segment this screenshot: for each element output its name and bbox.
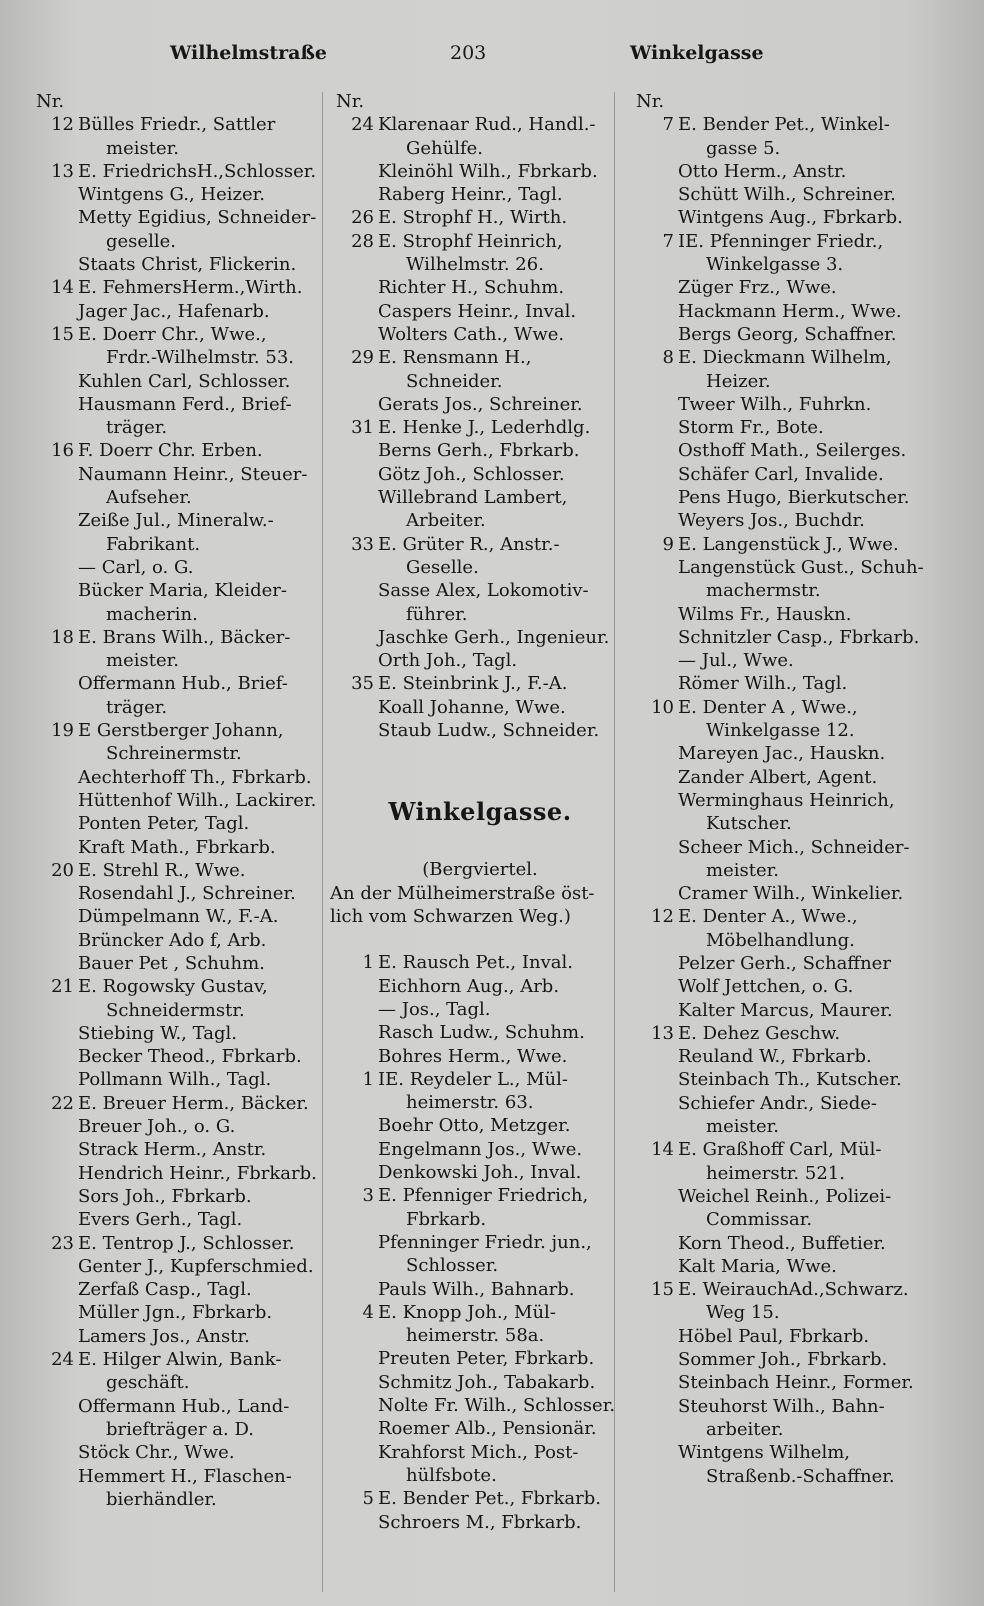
- spacer: [330, 742, 630, 765]
- resident-line: — Carl, o. G.: [78, 556, 194, 578]
- continuation-line: Straßenb.-Schaffner.: [706, 1465, 895, 1487]
- house-number: 7: [662, 230, 674, 252]
- section-note: (Bergviertel.: [422, 859, 538, 881]
- resident-line: Pfenninger Friedr. jun.,: [378, 1231, 592, 1253]
- resident-text: E. Strehl R., Wwe.: [78, 859, 246, 881]
- resident-line: Ponten Peter, Tagl.: [78, 813, 250, 835]
- resident-line: Rasch Ludw., Schuhm.: [378, 1022, 585, 1044]
- continuation-line: träger.: [106, 696, 168, 718]
- resident-line: Pelzer Gerh., Schaffner: [678, 952, 891, 974]
- resident-line: Hausmann Ferd., Brief-: [78, 393, 292, 415]
- resident-text: E. Steinbrink J., F.-A.: [378, 673, 568, 695]
- resident-line: Scheer Mich., Schneider-: [678, 836, 910, 858]
- continuation-line: macherin.: [106, 603, 198, 625]
- resident-line: — Jos., Tagl.: [378, 998, 491, 1020]
- directory-column-3: [630, 90, 930, 1488]
- house-number: 1: [362, 952, 374, 974]
- resident-text: IE. Pfenninger Friedr.,: [678, 230, 884, 252]
- resident-line: Reuland W., Fbrkarb.: [678, 1046, 872, 1068]
- resident-line: Berns Gerh., Fbrkarb.: [378, 440, 580, 462]
- continuation-line: Kutscher.: [706, 813, 792, 835]
- house-number: 16: [51, 440, 74, 462]
- resident-text: E. Langenstück J., Wwe.: [678, 533, 899, 555]
- continuation-line: Schneidermstr.: [106, 999, 245, 1021]
- resident-line: Caspers Heinr., Inval.: [378, 300, 577, 322]
- continuation-line: Heizer.: [706, 370, 771, 392]
- resident-line: Schäfer Carl, Invalide.: [678, 463, 884, 485]
- resident-text: E. Denter A., Wwe.,: [678, 906, 858, 928]
- resident-line: Rosendahl J., Schreiner.: [78, 883, 296, 905]
- resident-line: Züger Frz., Wwe.: [678, 277, 837, 299]
- house-entry: [630, 1278, 930, 1301]
- resident-text: F. Doerr Chr. Erben.: [78, 440, 263, 462]
- house-number: 29: [351, 347, 374, 369]
- house-entry: [330, 113, 630, 136]
- resident-line: Osthoff Math., Seilerges.: [678, 440, 907, 462]
- resident-line: Aechterhoff Th., Fbrkarb.: [78, 766, 312, 788]
- resident-line: Brüncker Ado f, Arb.: [78, 929, 267, 951]
- resident-line: Wolters Cath., Wwe.: [378, 323, 565, 345]
- resident-line: Evers Gerh., Tagl.: [78, 1209, 243, 1231]
- page-number: 203: [450, 42, 487, 64]
- resident-line: Bohres Herm., Wwe.: [378, 1045, 568, 1067]
- resident-line: Sasse Alex, Lokomotiv-: [378, 580, 589, 602]
- house-number: 15: [51, 323, 74, 345]
- spacer: [330, 766, 630, 789]
- resident-line: Dümpelmann W., F.-A.: [78, 906, 279, 928]
- continuation-line: meister.: [706, 1116, 779, 1138]
- house-number: 9: [662, 533, 674, 555]
- resident-line: Stiebing W., Tagl.: [78, 1022, 237, 1044]
- resident-text: E. Grüter R., Anstr.-: [378, 533, 560, 555]
- continuation-line: Schlosser.: [406, 1255, 499, 1277]
- house-entry: [30, 323, 330, 346]
- resident-line: Jager Jac., Hafenarb.: [78, 300, 270, 322]
- header-street-right: Winkelgasse: [630, 42, 764, 64]
- continuation-line: Schreinermstr.: [106, 743, 242, 765]
- continuation-line: Commissar.: [706, 1209, 813, 1231]
- resident-text: E. Brans Wilh., Bäcker-: [78, 626, 291, 648]
- resident-text: E. Hilger Alwin, Bank-: [78, 1349, 282, 1371]
- page-header: [160, 42, 880, 72]
- resident-line: Roemer Alb., Pensionär.: [378, 1418, 597, 1440]
- continuation-line: Gehülfe.: [406, 137, 484, 159]
- house-number: 5: [362, 1488, 374, 1510]
- resident-line: Kalt Maria, Wwe.: [678, 1255, 837, 1277]
- resident-line: Hüttenhof Wilh., Lackirer.: [78, 789, 317, 811]
- resident-line: Naumann Heinr., Steuer-: [78, 463, 308, 485]
- resident-line: Genter J., Kupferschmied.: [78, 1255, 314, 1277]
- resident-line: Lamers Jos., Anstr.: [78, 1325, 250, 1347]
- house-entry: [630, 1022, 930, 1045]
- header-street-left: Wilhelmstraße: [170, 42, 327, 64]
- resident-line: Kuhlen Carl, Schlosser.: [78, 370, 291, 392]
- resident-line: Steinbach Heinr., Former.: [678, 1372, 914, 1394]
- resident-line: Metty Egidius, Schneider-: [78, 207, 317, 229]
- resident-text: E. Dieckmann Wilhelm,: [678, 347, 892, 369]
- house-number: 24: [51, 1349, 74, 1371]
- house-entry: [630, 113, 930, 136]
- continuation-line: Aufseher.: [106, 487, 192, 509]
- house-entry: [330, 346, 630, 369]
- resident-line: Steuhorst Wilh., Bahn-: [678, 1395, 885, 1417]
- spacer: [330, 835, 630, 858]
- resident-line: Bauer Pet , Schuhm.: [78, 952, 265, 974]
- house-number: 33: [351, 533, 374, 555]
- resident-line: Cramer Wilh., Winkelier.: [678, 883, 904, 905]
- resident-line: Denkowski Joh., Inval.: [378, 1162, 582, 1184]
- resident-line: Zeiße Jul., Mineralw.-: [78, 510, 274, 532]
- resident-line: Müller Jgn., Fbrkarb.: [78, 1302, 273, 1324]
- resident-line: Tweer Wilh., Fuhrkn.: [678, 393, 872, 415]
- resident-line: Kleinöhl Wilh., Fbrkarb.: [378, 160, 598, 182]
- continuation-line: hülfsbote.: [406, 1464, 497, 1486]
- house-number: 12: [51, 114, 74, 136]
- resident-line: Becker Theod., Fbrkarb.: [78, 1046, 302, 1068]
- resident-text: E. Denter A , Wwe.,: [678, 696, 858, 718]
- house-number: 12: [651, 906, 674, 928]
- house-entry: [30, 719, 330, 742]
- resident-line: Preuten Peter, Fbrkarb.: [378, 1348, 595, 1370]
- continuation-line: Fabrikant.: [106, 533, 201, 555]
- spacer: [330, 928, 630, 951]
- resident-line: Otto Herm., Anstr.: [678, 160, 847, 182]
- resident-text: E. Pfenniger Friedrich,: [378, 1185, 589, 1207]
- resident-line: Breuer Joh., o. G.: [78, 1116, 236, 1138]
- resident-line: Strack Herm., Anstr.: [78, 1139, 267, 1161]
- resident-line: Staub Ludw., Schneider.: [378, 720, 600, 742]
- house-entry: [630, 346, 930, 369]
- resident-line: Mareyen Jac., Hauskn.: [678, 743, 886, 765]
- resident-line: Richter H., Schuhm.: [378, 277, 565, 299]
- continuation-line: Möbelhandlung.: [706, 929, 855, 951]
- continuation-line: Winkelgasse 12.: [706, 720, 855, 742]
- section-description: lich vom Schwarzen Weg.): [330, 905, 571, 927]
- house-number: 14: [651, 1139, 674, 1161]
- house-entry: [630, 905, 930, 928]
- resident-line: Kraft Math., Fbrkarb.: [78, 836, 276, 858]
- resident-line: Zerfaß Casp., Tagl.: [78, 1279, 252, 1301]
- resident-line: Steinbach Th., Kutscher.: [678, 1069, 902, 1091]
- resident-line: Zander Albert, Agent.: [678, 766, 878, 788]
- column-heading: Nr.: [636, 91, 665, 112]
- resident-line: Nolte Fr. Wilh., Schlosser.: [378, 1395, 616, 1417]
- house-number: 23: [51, 1232, 74, 1254]
- house-entry: [30, 1348, 330, 1371]
- house-number: 21: [51, 976, 74, 998]
- resident-line: Wintgens Aug., Fbrkarb.: [678, 207, 903, 229]
- resident-line: Kalter Marcus, Maurer.: [678, 999, 893, 1021]
- resident-line: Hemmert H., Flaschen-: [78, 1465, 292, 1487]
- house-number: 18: [51, 626, 74, 648]
- resident-line: Langenstück Gust., Schuh-: [678, 556, 924, 578]
- house-entry: [630, 230, 930, 253]
- directory-column-2: [330, 90, 630, 1534]
- house-number: 8: [662, 347, 674, 369]
- house-entry: [30, 439, 330, 462]
- resident-text: Klarenaar Rud., Handl.-: [378, 114, 596, 136]
- continuation-line: träger.: [106, 417, 168, 439]
- resident-text: E. Doerr Chr., Wwe.,: [78, 323, 267, 345]
- resident-text: E. Rogowsky Gustav,: [78, 976, 268, 998]
- house-number: 31: [351, 417, 374, 439]
- resident-text: E. Rensmann H.,: [378, 347, 532, 369]
- house-entry: [30, 160, 330, 183]
- continuation-line: bierhändler.: [106, 1488, 217, 1510]
- resident-line: Wilms Fr., Hauskn.: [678, 603, 852, 625]
- section-title: Winkelgasse.: [388, 796, 572, 826]
- continuation-line: heimerstr. 521.: [706, 1162, 845, 1184]
- resident-line: Römer Wilh., Tagl.: [678, 673, 848, 695]
- resident-line: Sommer Joh., Fbrkarb.: [678, 1349, 888, 1371]
- resident-line: Orth Joh., Tagl.: [378, 650, 518, 672]
- continuation-line: heimerstr. 58a.: [406, 1325, 545, 1347]
- house-entry: [30, 1232, 330, 1255]
- continuation-line: briefträger a. D.: [106, 1418, 254, 1440]
- house-entry: [30, 1092, 330, 1115]
- section-description: An der Mülheimerstraße öst-: [330, 882, 595, 904]
- house-entry: [330, 672, 630, 695]
- house-entry: [330, 1068, 630, 1091]
- resident-text: E. Rausch Pet., Inval.: [378, 952, 573, 974]
- house-entry: [330, 230, 630, 253]
- house-number: 28: [351, 230, 374, 252]
- resident-line: Boehr Otto, Metzger.: [378, 1115, 571, 1137]
- resident-line: Gerats Jos., Schreiner.: [378, 393, 583, 415]
- resident-text: IE. Reydeler L., Mül-: [378, 1068, 568, 1090]
- resident-line: Krahforst Mich., Post-: [378, 1441, 579, 1463]
- resident-line: Staats Christ, Flickerin.: [78, 254, 297, 276]
- house-number: 4: [362, 1301, 374, 1323]
- resident-line: Wintgens Wilhelm,: [678, 1442, 850, 1464]
- directory-column-1: [30, 90, 330, 1511]
- house-entry: [30, 626, 330, 649]
- house-entry: [30, 276, 330, 299]
- resident-text: E. Strophf H., Wirth.: [378, 207, 568, 229]
- house-entry: [30, 113, 330, 136]
- resident-line: Schmitz Joh., Tabakarb.: [378, 1371, 596, 1393]
- resident-line: Weichel Reinh., Polizei-: [678, 1185, 892, 1207]
- continuation-line: machermstr.: [706, 580, 821, 602]
- continuation-line: meister.: [706, 859, 779, 881]
- resident-line: Höbel Paul, Fbrkarb.: [678, 1325, 870, 1347]
- resident-line: Schroers M., Fbrkarb.: [378, 1511, 582, 1533]
- resident-line: Bergs Georg, Schaffner.: [678, 323, 897, 345]
- house-entry: [330, 533, 630, 556]
- resident-line: — Jul., Wwe.: [678, 650, 794, 672]
- resident-line: Jaschke Gerh., Ingenieur.: [378, 626, 610, 648]
- house-number: 22: [51, 1092, 74, 1114]
- resident-text: E. Breuer Herm., Bäcker.: [78, 1092, 309, 1114]
- house-entry: [630, 533, 930, 556]
- continuation-line: heimerstr. 63.: [406, 1092, 534, 1114]
- house-number: 26: [351, 207, 374, 229]
- resident-line: Stöck Chr., Wwe.: [78, 1442, 235, 1464]
- continuation-line: Winkelgasse 3.: [706, 254, 844, 276]
- house-number: 14: [51, 277, 74, 299]
- resident-text: E. Tentrop J., Schlosser.: [78, 1232, 295, 1254]
- resident-text: E. FehmersHerm.,Wirth.: [78, 277, 303, 299]
- resident-text: E. Bender Pet., Winkel-: [678, 114, 890, 136]
- continuation-line: Geselle.: [406, 556, 479, 578]
- column-heading: Nr.: [336, 91, 365, 112]
- resident-line: Hendrich Heinr., Fbrkarb.: [78, 1162, 317, 1184]
- house-number: 10: [651, 696, 674, 718]
- column-heading: Nr.: [36, 91, 65, 112]
- resident-line: Werminghaus Heinrich,: [678, 789, 895, 811]
- resident-text: E. Bender Pet., Fbrkarb.: [378, 1488, 602, 1510]
- resident-text: E. Henke J., Lederhdlg.: [378, 417, 591, 439]
- house-entry: [330, 951, 630, 974]
- continuation-line: führer.: [406, 603, 468, 625]
- resident-text: E. Graßhoff Carl, Mül-: [678, 1139, 882, 1161]
- house-number: 13: [51, 160, 74, 182]
- house-entry: [330, 1487, 630, 1510]
- resident-text: E Gerstberger Johann,: [78, 720, 284, 742]
- house-number: 3: [362, 1185, 374, 1207]
- house-number: 20: [51, 859, 74, 881]
- resident-line: Götz Joh., Schlosser.: [378, 463, 565, 485]
- house-number: 35: [351, 673, 374, 695]
- house-number: 7: [662, 114, 674, 136]
- continuation-line: geselle.: [106, 230, 176, 252]
- resident-line: Offermann Hub., Land-: [78, 1395, 290, 1417]
- continuation-line: Schneider.: [406, 370, 503, 392]
- resident-line: Storm Fr., Bote.: [678, 417, 824, 439]
- resident-line: Wintgens G., Heizer.: [78, 184, 265, 206]
- house-entry: [30, 975, 330, 998]
- resident-text: E. Dehez Geschw.: [678, 1022, 841, 1044]
- continuation-line: Fbrkarb.: [406, 1208, 487, 1230]
- continuation-line: gasse 5.: [706, 137, 781, 159]
- house-number: 19: [51, 720, 74, 742]
- resident-line: Koall Johanne, Wwe.: [378, 696, 566, 718]
- resident-line: Weyers Jos., Buchdr.: [678, 510, 865, 532]
- continuation-line: meister.: [106, 137, 179, 159]
- resident-line: Bücker Maria, Kleider-: [78, 580, 287, 602]
- resident-text: E. Knopp Joh., Mül-: [378, 1301, 556, 1323]
- resident-line: Wolf Jettchen, o. G.: [678, 976, 854, 998]
- resident-text: E. FriedrichsH.,Schlosser.: [78, 160, 317, 182]
- resident-line: Korn Theod., Buffetier.: [678, 1232, 886, 1254]
- continuation-line: Arbeiter.: [406, 510, 486, 532]
- resident-text: E. WeirauchAd.,Schwarz.: [678, 1279, 909, 1301]
- resident-line: Eichhorn Aug., Arb.: [378, 975, 560, 997]
- resident-line: Schnitzler Casp., Fbrkarb.: [678, 626, 920, 648]
- house-number: 15: [651, 1279, 674, 1301]
- resident-line: Raberg Heinr., Tagl.: [378, 184, 563, 206]
- resident-line: Engelmann Jos., Wwe.: [378, 1138, 583, 1160]
- house-entry: [330, 1184, 630, 1207]
- continuation-line: Weg 15.: [706, 1302, 780, 1324]
- resident-line: Offermann Hub., Brief-: [78, 673, 288, 695]
- continuation-line: arbeiter.: [706, 1418, 784, 1440]
- house-entry: [330, 206, 630, 229]
- house-number: 1: [362, 1068, 374, 1090]
- continuation-line: geschäft.: [106, 1372, 190, 1394]
- resident-text: E. Strophf Heinrich,: [378, 230, 563, 252]
- house-entry: [630, 696, 930, 719]
- resident-line: Pens Hugo, Bierkutscher.: [678, 487, 910, 509]
- resident-line: Schiefer Andr., Siede-: [678, 1092, 877, 1114]
- resident-text: Bülles Friedr., Sattler: [78, 114, 276, 136]
- resident-line: Sors Joh., Fbrkarb.: [78, 1185, 252, 1207]
- continuation-line: Wilhelmstr. 26.: [406, 254, 544, 276]
- resident-line: Pauls Wilh., Bahnarb.: [378, 1278, 575, 1300]
- house-entry: [330, 1301, 630, 1324]
- continuation-line: meister.: [106, 650, 179, 672]
- resident-line: Pollmann Wilh., Tagl.: [78, 1069, 272, 1091]
- resident-line: Willebrand Lambert,: [378, 487, 568, 509]
- house-number: 24: [351, 114, 374, 136]
- house-entry: [330, 416, 630, 439]
- house-entry: [630, 1138, 930, 1161]
- house-entry: [30, 859, 330, 882]
- continuation-line: Frdr.-Wilhelmstr. 53.: [106, 347, 294, 369]
- resident-line: Schütt Wilh., Schreiner.: [678, 184, 896, 206]
- resident-line: Hackmann Herm., Wwe.: [678, 300, 902, 322]
- house-number: 13: [651, 1022, 674, 1044]
